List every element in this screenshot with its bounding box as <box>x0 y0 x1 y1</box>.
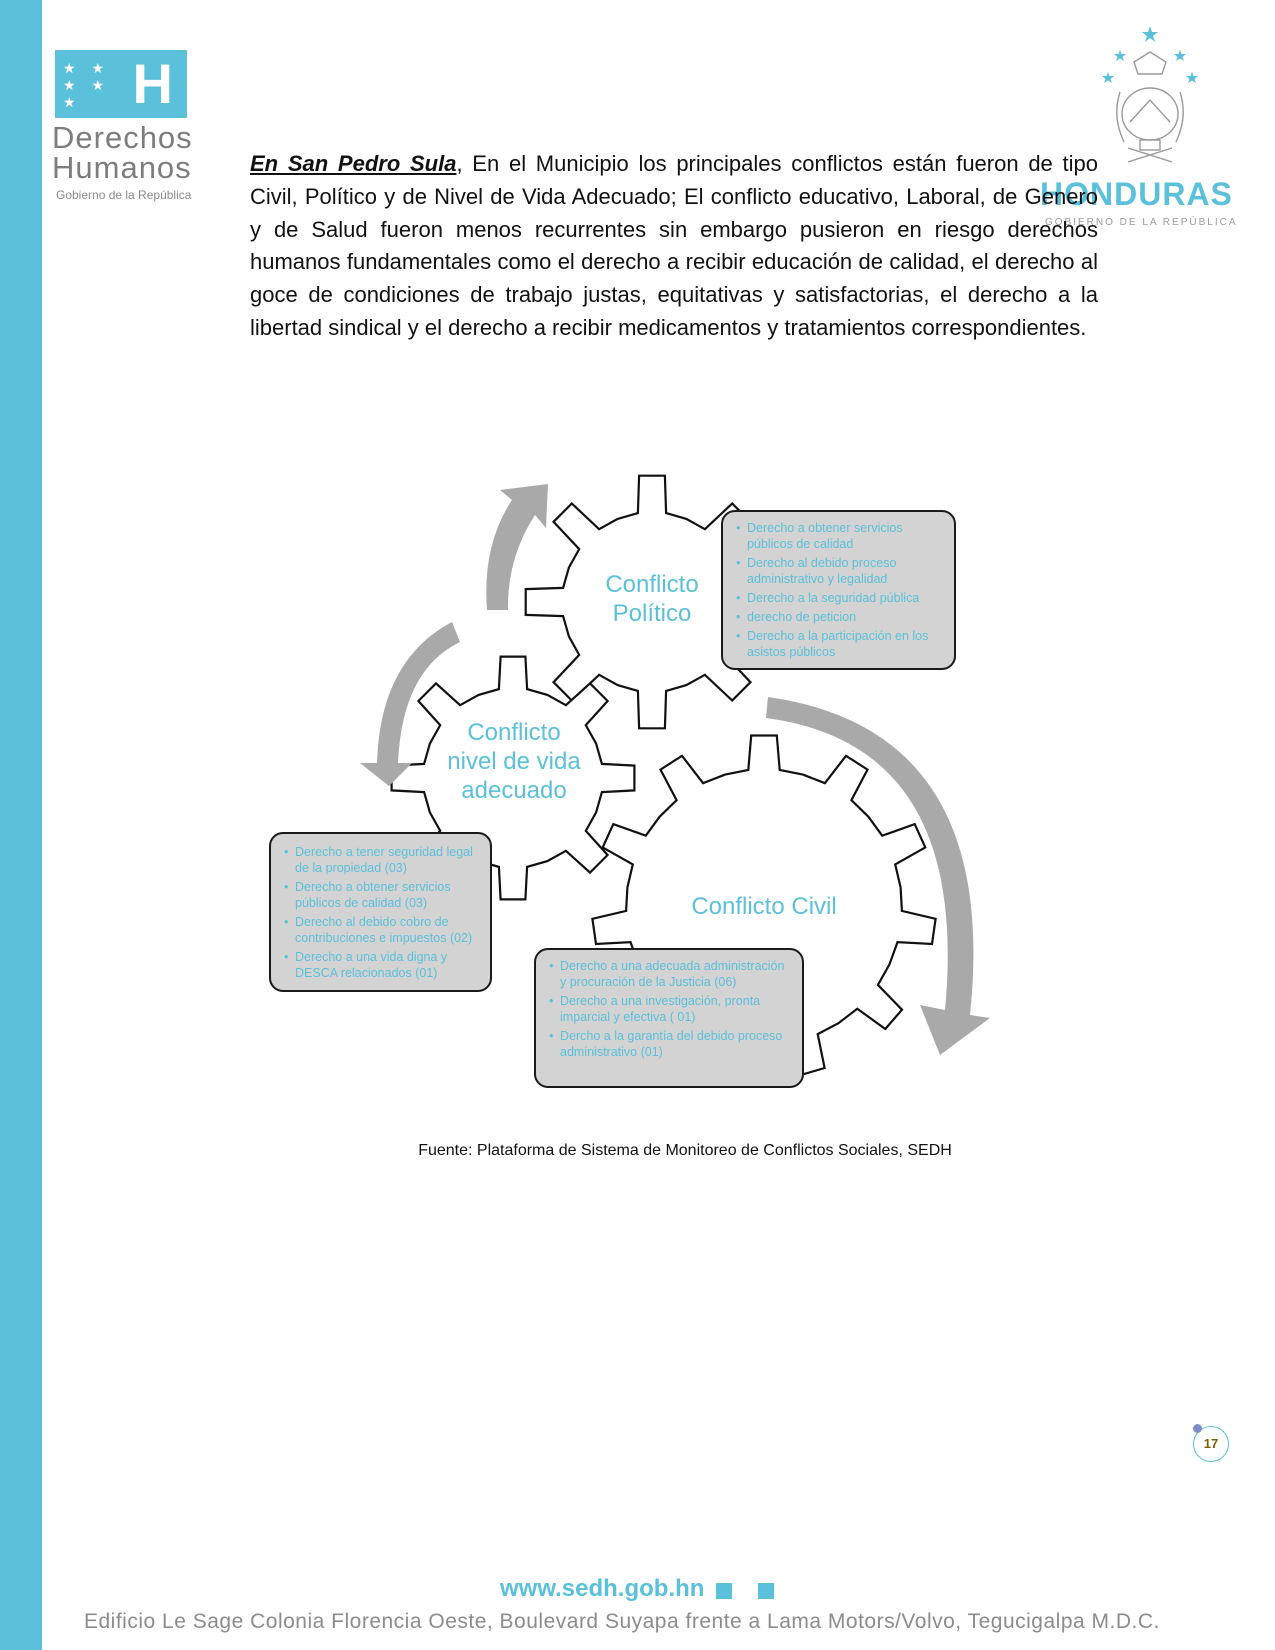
gear-label-politico: Conflicto Político <box>605 571 699 627</box>
logo-line-1: Derechos <box>52 120 193 155</box>
bullet-item: • Derecho a obtener servicios públicos de calidad <box>747 520 944 552</box>
bullet-item: • Derecho a una adecuada administración y procuración de la Justicia (06) <box>560 958 792 990</box>
footer-address: Edificio Le Sage Colonia Florencia Oeste, Boulevard Suyapa frente a Lama Motors/Volvo, Tegucigalpa M.D.C. <box>84 1610 1160 1633</box>
list-nivel <box>277 844 484 981</box>
gear-label-civil: Conflicto Civil <box>691 893 837 920</box>
logo-stars: ★ ★ ★ ★ ★ <box>63 60 110 110</box>
footer-website[interactable]: www.sedh.gob.hn <box>500 1575 705 1602</box>
logo-letter: H <box>132 52 173 115</box>
bullet-item: • Dercho a la garantía del debido proceso administrativo (01) <box>560 1028 792 1060</box>
list-politico <box>729 520 948 660</box>
box-politico <box>721 510 956 670</box>
honduras-logo-title: HONDURAS <box>1040 176 1233 212</box>
figure-caption: Fuente: Plataforma de Sistema de Monitoreo de Conflictos Sociales, SEDH <box>418 1142 952 1159</box>
bullet-item: • Derecho a una vida digna y DESCA relacionados (01) <box>295 949 480 981</box>
footer-square-2 <box>758 1583 774 1599</box>
bullet-item: • derecho de peticion <box>747 609 944 625</box>
box-civil <box>534 948 804 1088</box>
list-civil <box>542 958 796 1060</box>
bullet-item: • Derecho al debido cobro de contribuciones e impuestos (02) <box>295 914 480 946</box>
logo-subtitle: Gobierno de la República <box>56 188 192 202</box>
honduras-logo-subtitle: GOBIERNO DE LA REPÚBLICA <box>1045 217 1238 228</box>
bullet-item: • Derecho a tener seguridad legal de la propiedad (03) <box>295 844 480 876</box>
paragraph-lead: En San Pedro Sula <box>250 151 457 176</box>
box-nivel <box>269 832 492 992</box>
bullet-item: • Derecho a una investigación, pronta imparcial y efectiva ( 01) <box>560 993 792 1025</box>
bullet-item: • Derecho a la participación en los asistos públicos <box>747 628 944 660</box>
bullet-item: • Derecho al debido proceso administrativo y legalidad <box>747 555 944 587</box>
page-number-dot <box>1193 1424 1202 1433</box>
logo-line-2: Humanos <box>52 150 192 185</box>
footer-square-1 <box>716 1583 732 1599</box>
page-number: 17 <box>1193 1426 1229 1462</box>
bullet-item: • Derecho a obtener servicios públicos de calidad (03) <box>295 879 480 911</box>
gear-label-nivel: Conflicto nivel de vida adecuado <box>447 719 581 804</box>
bullet-item: • Derecho a la seguridad pública <box>747 590 944 606</box>
paragraph-text: , En el Municipio los principales conflictos están fueron de tipo Civil, Político y de Nivel de Vida Adecuado; El conflicto educativo, Laboral, de Genero y de Salud fueron menos recurrentes sin embargo pusieron en riesgo derechos humanos fundamentales como el derecho a recibir educación de calidad, el derecho al goce de condiciones de trabajo justas, equitativas y satisfactorias, el derecho a la libertad sindical y el derecho a recibir medicamentos y tratamientos correspondientes. <box>250 151 1098 340</box>
